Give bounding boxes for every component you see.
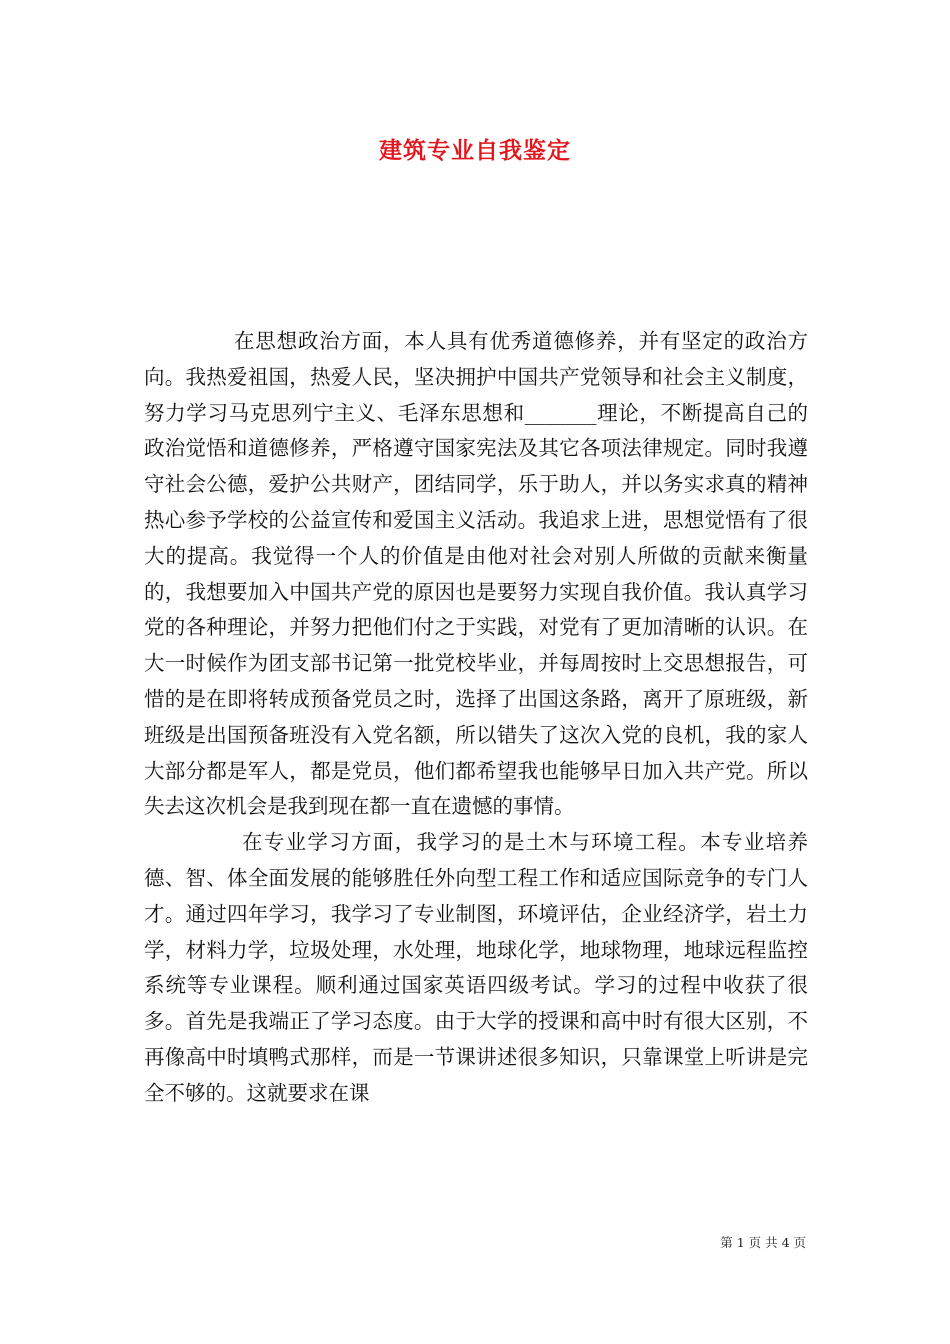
paragraph-study: 在专业学习方面，我学习的是土木与环境工程。本专业培养德、智、体全面发展的能够胜任外向型工程工作和适应国际竞争的专门人才。通过四年学习，我学习了专业制图，环境评估，企业经济学，岩土力学，材料力学，垃圾处理，水处理，地球化学，地球物理，地球远程监控系统等专业课程。顺利通过国家英语四级考试。学习的过程中收获了很多。首先是我端正了学习态度。由于大学的授课和高中时有很大区别，不再像高中时填鸭式那样，而是一节课讲述很多知识，只靠课堂上听讲是完全不够的。这就要求在课: [144, 830, 808, 1105]
page-number-footer: 第 1 页 共 4 页: [720, 1235, 806, 1250]
document-body: [144, 324, 808, 1112]
paragraph-political: 在思想政治方面，本人具有优秀道德修养，并有坚定的政治方向。我热爱祖国，热爱人民，坚决拥护中国共产党领导和社会主义制度，努力学习马克思列宁主义、毛泽东思想和_______理论，不断提高自己的政治觉悟和道德修养，严格遵守国家宪法及其它各项法律规定。同时我遵守社会公德，爱护公共财产，团结同学，乐于助人，并以务实求真的精神热心参予学校的公益宣传和爱国主义活动。我追求上进，思想觉悟有了很大的提高。我觉得一个人的价值是由他对社会对别人所做的贡献来衡量的，我想要加入中国共产党的原因也是要努力实现自我价值。我认真学习党的各种理论，并努力把他们付之于实践，对党有了更加清晰的认识。在大一时候作为团支部书记第一批党校毕业，并每周按时上交思想报告，可惜的是在即将转成预备党员之时，选择了出国这条路，离开了原班级，新班级是出国预备班没有入党名额，所以错失了这次入党的良机，我的家人大部分都是军人，都是党员，他们都希望我也能够早日加入共产党。所以失去这次机会是我到现在都一直在遗憾的事情。: [144, 329, 808, 819]
document-title: 建筑专业自我鉴定: [379, 138, 571, 164]
